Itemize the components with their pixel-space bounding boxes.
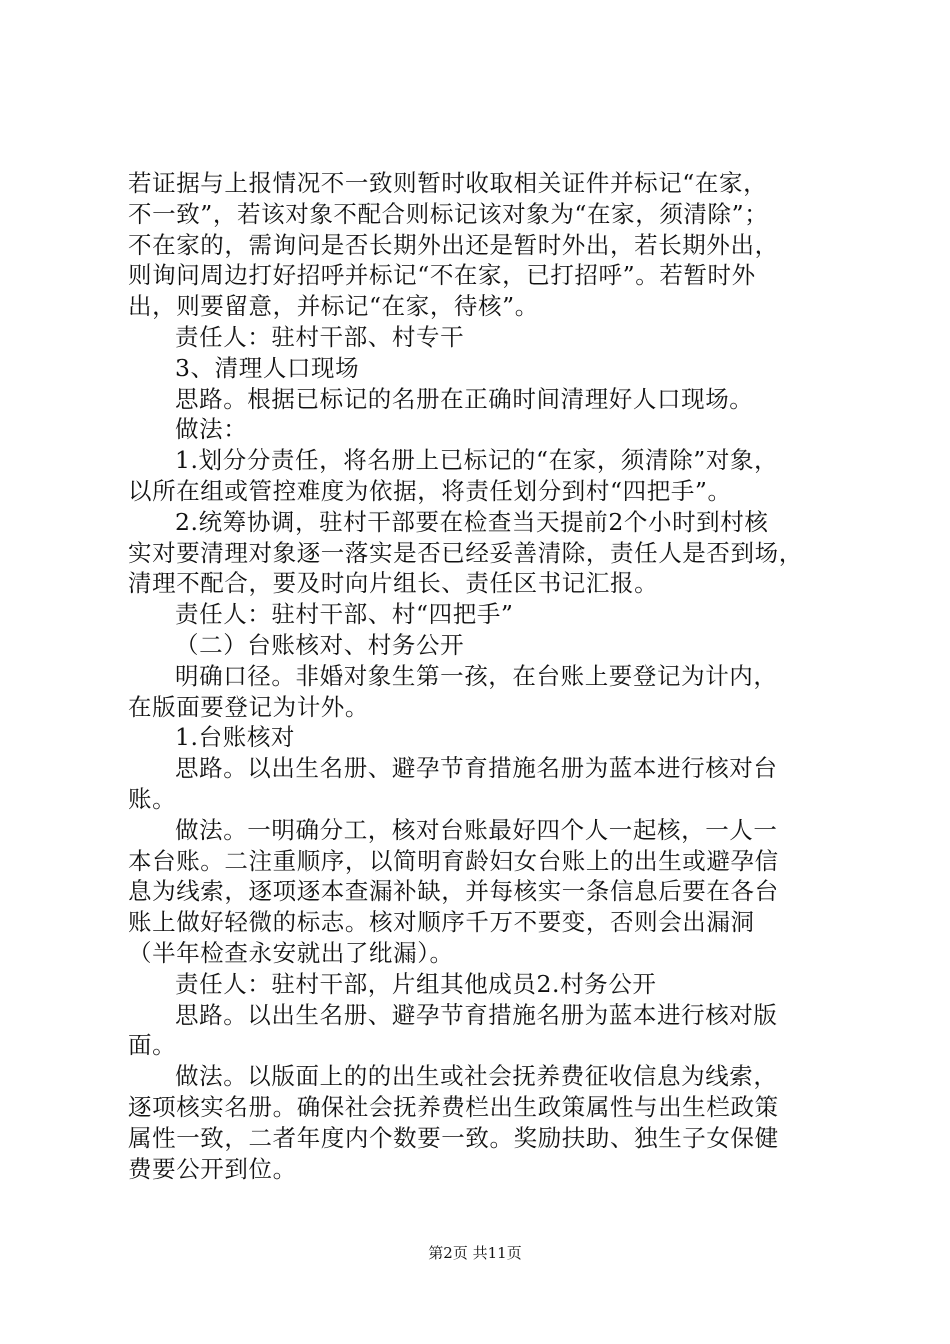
text-line: 息为线索，逐项逐本查漏补缺，并每核实一条信息后要在各台	[128, 877, 779, 906]
text-line: 思路。根据已标记的名册在正确时间清理好人口现场。	[175, 384, 754, 413]
text-line: 不在家的，需询问是否长期外出还是暂时外出，若长期外出，	[128, 230, 779, 259]
text-line: 2.统筹协调，驻村干部要在检查当天提前2个小时到村核	[175, 507, 769, 536]
text-line: 责任人：驻村干部、村专干	[175, 322, 465, 351]
text-line: 费要公开到位。	[128, 1154, 297, 1183]
text-line: 做法。一明确分工，核对台账最好四个人一起核，一人一	[175, 815, 778, 844]
text-line: 3、清理人口现场	[175, 353, 360, 382]
text-line: 则询问周边打好招呼并标记“不在家，已打招呼”。若暂时外	[128, 261, 756, 290]
text-line: 以所在组或管控难度为依据，将责任划分到村“四把手”。	[128, 476, 732, 505]
text-line: 面。	[128, 1031, 177, 1060]
text-line: （二）台账核对、村务公开	[175, 630, 465, 659]
text-line: 明确口径。非婚对象生第一孩，在台账上要登记为计内，	[175, 661, 778, 690]
text-line: 做法：	[175, 415, 248, 444]
text-line: 账。	[128, 784, 177, 813]
text-line: （半年检查永安就出了纰漏）。	[128, 938, 454, 967]
text-line: 责任人：驻村干部、村“四把手”	[175, 600, 514, 629]
text-line: 本台账。二注重顺序，以简明育龄妇女台账上的出生或避孕信	[128, 846, 779, 875]
text-line: 若证据与上报情况不一致则暂时收取相关证件并标记“在家，	[128, 169, 768, 197]
text-line: 属性一致，二者年度内个数要一致。奖励扶助、独生子女保健	[128, 1123, 779, 1152]
text-line: 思路。以出生名册、避孕节育措施名册为蓝本进行核对版	[175, 1000, 778, 1029]
text-line: 清理不配合，要及时向片组长、责任区书记汇报。	[128, 569, 659, 598]
text-line: 责任人：驻村干部，片组其他成员2.村务公开	[175, 969, 657, 998]
document-body	[128, 168, 828, 1184]
text-line: 账上做好轻微的标志。核对顺序千万不要变，否则会出漏洞	[128, 908, 755, 937]
text-line: 逐项核实名册。确保社会抚养费栏出生政策属性与出生栏政策	[128, 1092, 779, 1121]
text-line: 在版面要登记为计外。	[128, 692, 369, 721]
text-line: 思路。以出生名册、避孕节育措施名册为蓝本进行核对台	[175, 754, 778, 783]
text-line: 不一致”，若该对象不配合则标记该对象为“在家，须清除”；	[128, 199, 769, 228]
page-footer: 第2页 共11页	[428, 1244, 522, 1262]
text-line: 1.划分分责任，将名册上已标记的“在家，须清除”对象，	[175, 446, 779, 475]
text-line: 出，则要留意，并标记“在家，待核”。	[128, 292, 539, 321]
text-line: 实对要清理对象逐一落实是否已经妥善清除，责任人是否到场，	[128, 538, 803, 567]
text-line: 做法。以版面上的的出生或社会抚养费征收信息为线索，	[175, 1062, 778, 1091]
text-line: 1.台账核对	[175, 723, 296, 752]
